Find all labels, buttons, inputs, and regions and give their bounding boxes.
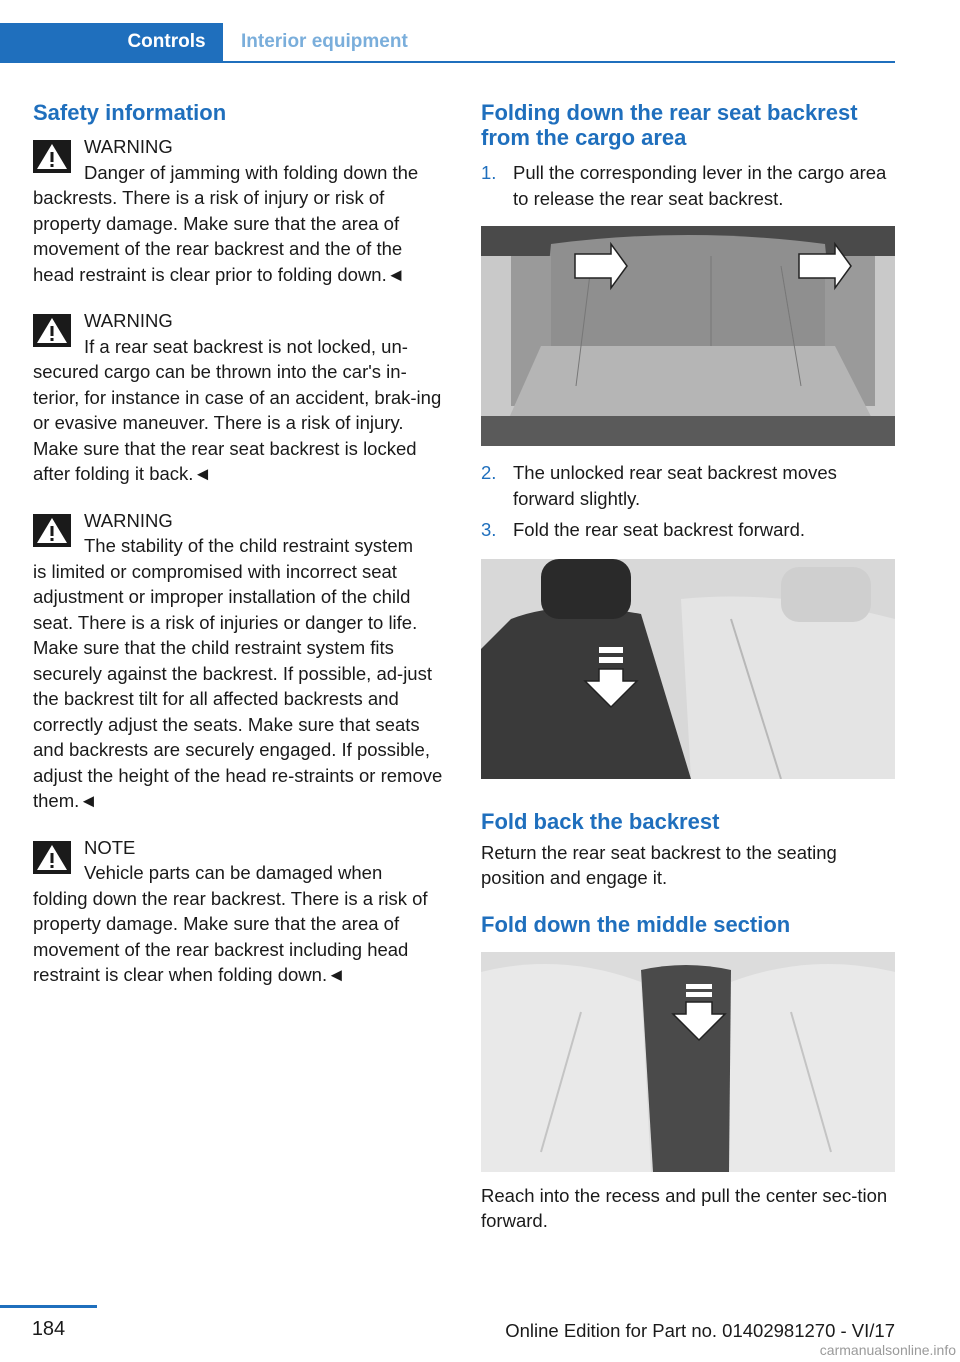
tab-controls[interactable] xyxy=(0,23,223,61)
right-column xyxy=(481,100,895,1234)
folding-cargo-heading: Folding down the rear seat backrest from the cargo area xyxy=(481,100,858,150)
cargo-area-image xyxy=(481,226,895,446)
warning-notice-1 xyxy=(33,134,448,287)
notice-type: WARNING xyxy=(84,136,173,157)
page-number: 184 xyxy=(31,1318,66,1340)
step-item xyxy=(481,160,895,211)
notice-first-line: If a rear seat backrest is not locked, un- xyxy=(84,335,408,357)
tab-interior-equipment[interactable] xyxy=(241,23,408,61)
step-item xyxy=(481,460,895,511)
notice-first-line: Vehicle parts can be damaged when xyxy=(84,862,383,883)
notice-type: WARNING xyxy=(84,509,173,531)
notice-body: backrests. There is a risk of injury or risk of property damage. Make sure that the area of movement of the rear backrest and the of the head restraint is clear prior to folding down.◄ xyxy=(33,187,406,285)
steps-list-a xyxy=(481,160,895,211)
edition-text: Online Edition for Part no. 01402981270 - VI/17 xyxy=(505,1320,895,1341)
fold-back-text: Return the rear seat backrest to the seating position and engage it. xyxy=(481,841,837,888)
warning-notice-3 xyxy=(33,508,448,814)
step-text: Fold the rear seat backrest forward. xyxy=(513,519,806,540)
header-rule xyxy=(0,61,895,63)
step-number: 2. xyxy=(481,462,497,483)
tab-controls-label: Controls xyxy=(127,31,206,52)
note-icon xyxy=(33,841,71,874)
fold-backrest-image xyxy=(481,559,895,779)
footer-rule xyxy=(0,1305,97,1308)
step-number: 1. xyxy=(481,162,497,183)
step-number: 3. xyxy=(481,519,497,540)
notice-first-line: The stability of the child restraint system xyxy=(84,535,414,556)
watermark-text: carmanualsonline.info xyxy=(819,1342,956,1358)
warning-notice-2 xyxy=(33,308,448,487)
notice-body: folding down the rear backrest. There is a risk of property damage. Make sure that the area of movement of the rear backrest including head restraint is clear when folding down.◄ xyxy=(33,887,428,985)
note-notice xyxy=(33,835,448,988)
notice-type: NOTE xyxy=(84,836,136,858)
middle-section-heading: Fold down the middle section xyxy=(481,911,791,937)
left-column xyxy=(33,100,448,988)
warning-icon xyxy=(33,140,71,173)
header-tabs xyxy=(0,23,895,63)
notice-body: is limited or compromised with incorrect seat adjustment or improper installation of the child seat. There is a risk of injuries or danger to life. Make sure that the child restraint system fits securely against the backrest. If possible, ad-just the backrest tilt for all affected backrests and correctly adjust the seats. Make sure that seats and backrests are securely engaged. If possible, adjust the height of the head re-straints or remove them.◄ xyxy=(33,560,443,811)
tab-interior-label: Interior equipment xyxy=(241,31,408,52)
steps-list-b xyxy=(481,460,895,543)
warning-icon xyxy=(33,314,71,347)
warning-icon xyxy=(33,514,71,547)
step-text: The unlocked rear seat backrest moves forward slightly. xyxy=(513,462,837,509)
notice-body: secured cargo can be thrown into the car's in-terior, for instance in case of an accident, brak-ing or evasive maneuver. There is a risk of injury. Make sure that the rear seat backrest is locked after folding it back.◄ xyxy=(33,361,442,484)
middle-section-image xyxy=(481,952,895,1172)
fold-back-heading: Fold back the backrest xyxy=(481,808,720,834)
middle-section-text: Reach into the recess and pull the center sec-tion forward. xyxy=(481,1184,888,1231)
notice-first-line: Danger of jamming with folding down the xyxy=(84,161,419,183)
notice-type: WARNING xyxy=(84,310,173,331)
step-text: Pull the corresponding lever in the cargo area to release the rear seat backrest. xyxy=(513,162,887,209)
step-item xyxy=(481,517,895,543)
safety-heading: Safety information xyxy=(33,100,227,125)
